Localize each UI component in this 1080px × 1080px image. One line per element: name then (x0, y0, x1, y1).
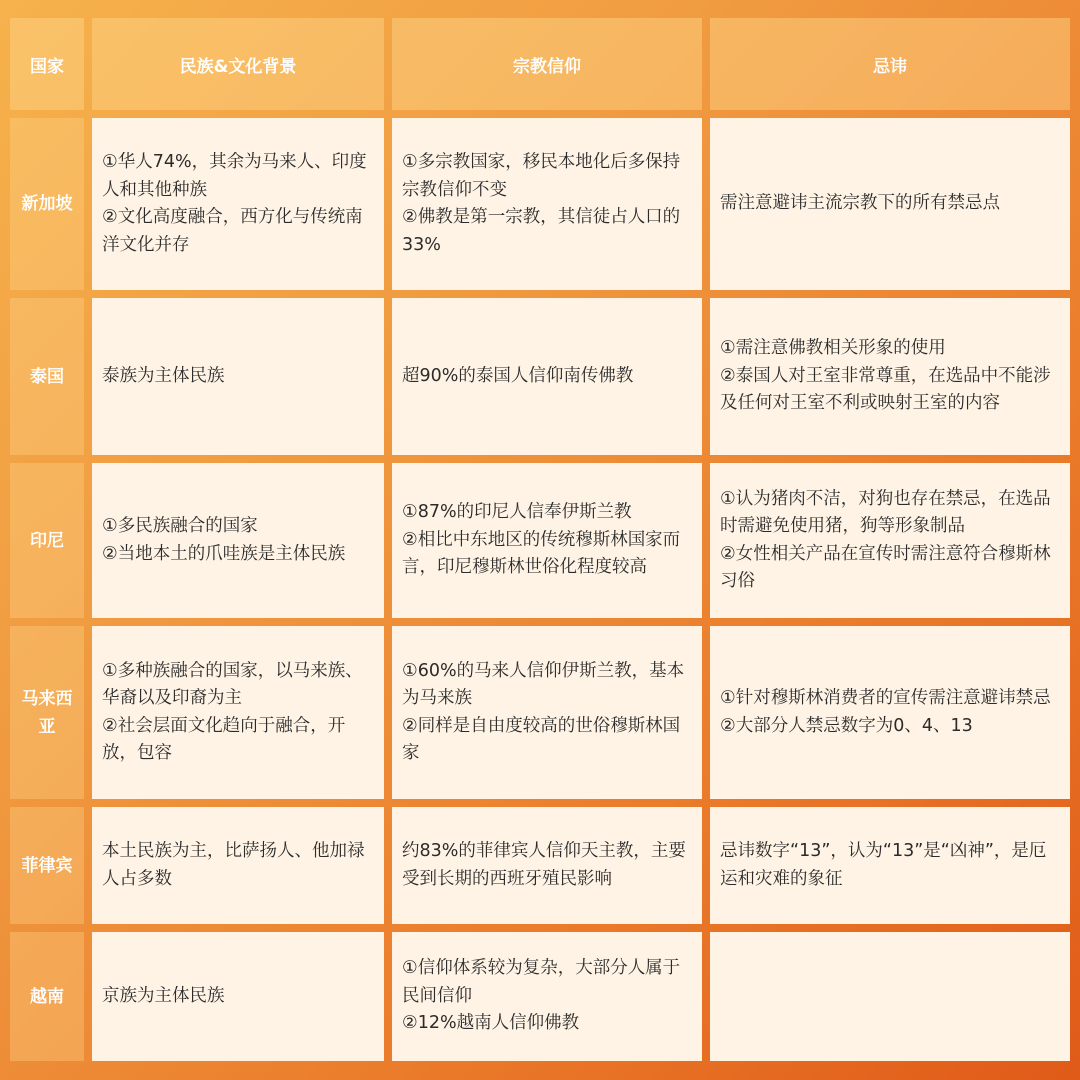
cell-text: 需注意避讳主流宗教下的所有禁忌点 (720, 193, 1000, 214)
ethnicity-cell (92, 807, 384, 924)
ethnicity-cell (92, 298, 384, 455)
cell-text: ①认为猪肉不洁，对狗也存在禁忌，在选品时需避免使用猪，狗等形象制品 ②女性相关产品在宣传时需注意符合穆斯林习俗 (720, 488, 1051, 591)
taboo-cell (710, 463, 1070, 618)
cell-text: 泰族为主体民族 (102, 365, 225, 386)
religion-cell (392, 626, 702, 799)
taboo-cell (710, 626, 1070, 799)
cell-text: 京族为主体民族 (102, 985, 225, 1006)
religion-cell (392, 298, 702, 455)
header-religion: 宗教信仰 (392, 18, 702, 110)
country-cell: 越南 (10, 932, 84, 1061)
cell-text: 约83%的菲律宾人信仰天主教，主要受到长期的西班牙殖民影响 (402, 841, 686, 889)
taboo-cell (710, 118, 1070, 290)
religion-cell (392, 807, 702, 924)
country-cell: 泰国 (10, 298, 84, 455)
cell-text: 忌讳数字“13”，认为“13”是“凶神”，是厄运和灾难的象征 (720, 841, 1047, 889)
culture-table (10, 18, 1070, 1061)
taboo-cell (710, 932, 1070, 1061)
cell-text: ①60%的马来人信仰伊斯兰教，基本为马来族 ②同样是自由度较高的世俗穆斯林国家 (402, 660, 685, 763)
cell-text: ①多民族融合的国家 ②当地本土的爪哇族是主体民族 (102, 516, 346, 564)
religion-cell (392, 932, 702, 1061)
religion-cell (392, 463, 702, 618)
cell-text: ①华人74%，其余为马来人、印度人和其他种族 ②文化高度融合，西方化与传统南洋文化并存 (102, 152, 367, 255)
ethnicity-cell (92, 463, 384, 618)
cell-text: ①87%的印尼人信奉伊斯兰教 ②相比中东地区的传统穆斯林国家而言，印尼穆斯林世俗化程度较高 (402, 502, 681, 578)
ethnicity-cell (92, 932, 384, 1061)
country-cell: 菲律宾 (10, 807, 84, 924)
country-cell: 新加坡 (10, 118, 84, 290)
taboo-cell (710, 807, 1070, 924)
cell-text: ①多宗教国家，移民本地化后多保持宗教信仰不变 ②佛教是第一宗教，其信徒占人口的33% (402, 152, 681, 255)
country-cell: 印尼 (10, 463, 84, 618)
country-cell: 马来西亚 (10, 626, 84, 799)
cell-text: ①针对穆斯林消费者的宣传需注意避讳禁忌 ②大部分人禁忌数字为0、4、13 (720, 688, 1051, 736)
cell-text: ①多种族融合的国家，以马来族、华裔以及印裔为主 ②社会层面文化趋向于融合，开放，包容 (102, 660, 363, 763)
cell-text: 超90%的泰国人信仰南传佛教 (402, 365, 634, 386)
religion-cell (392, 118, 702, 290)
cell-text: ①需注意佛教相关形象的使用 ②泰国人对王室非常尊重，在选品中不能涉及任何对王室不利或映射王室的内容 (720, 338, 1051, 414)
cell-text: 本土民族为主，比萨扬人、他加禄人占多数 (102, 841, 365, 889)
taboo-cell (710, 298, 1070, 455)
header-taboo: 忌讳 (710, 18, 1070, 110)
header-ethnicity: 民族&文化背景 (92, 18, 384, 110)
cell-text: ①信仰体系较为复杂，大部分人属于民间信仰 ②12%越南人信仰佛教 (402, 958, 681, 1034)
ethnicity-cell (92, 626, 384, 799)
header-country: 国家 (10, 18, 84, 110)
ethnicity-cell (92, 118, 384, 290)
